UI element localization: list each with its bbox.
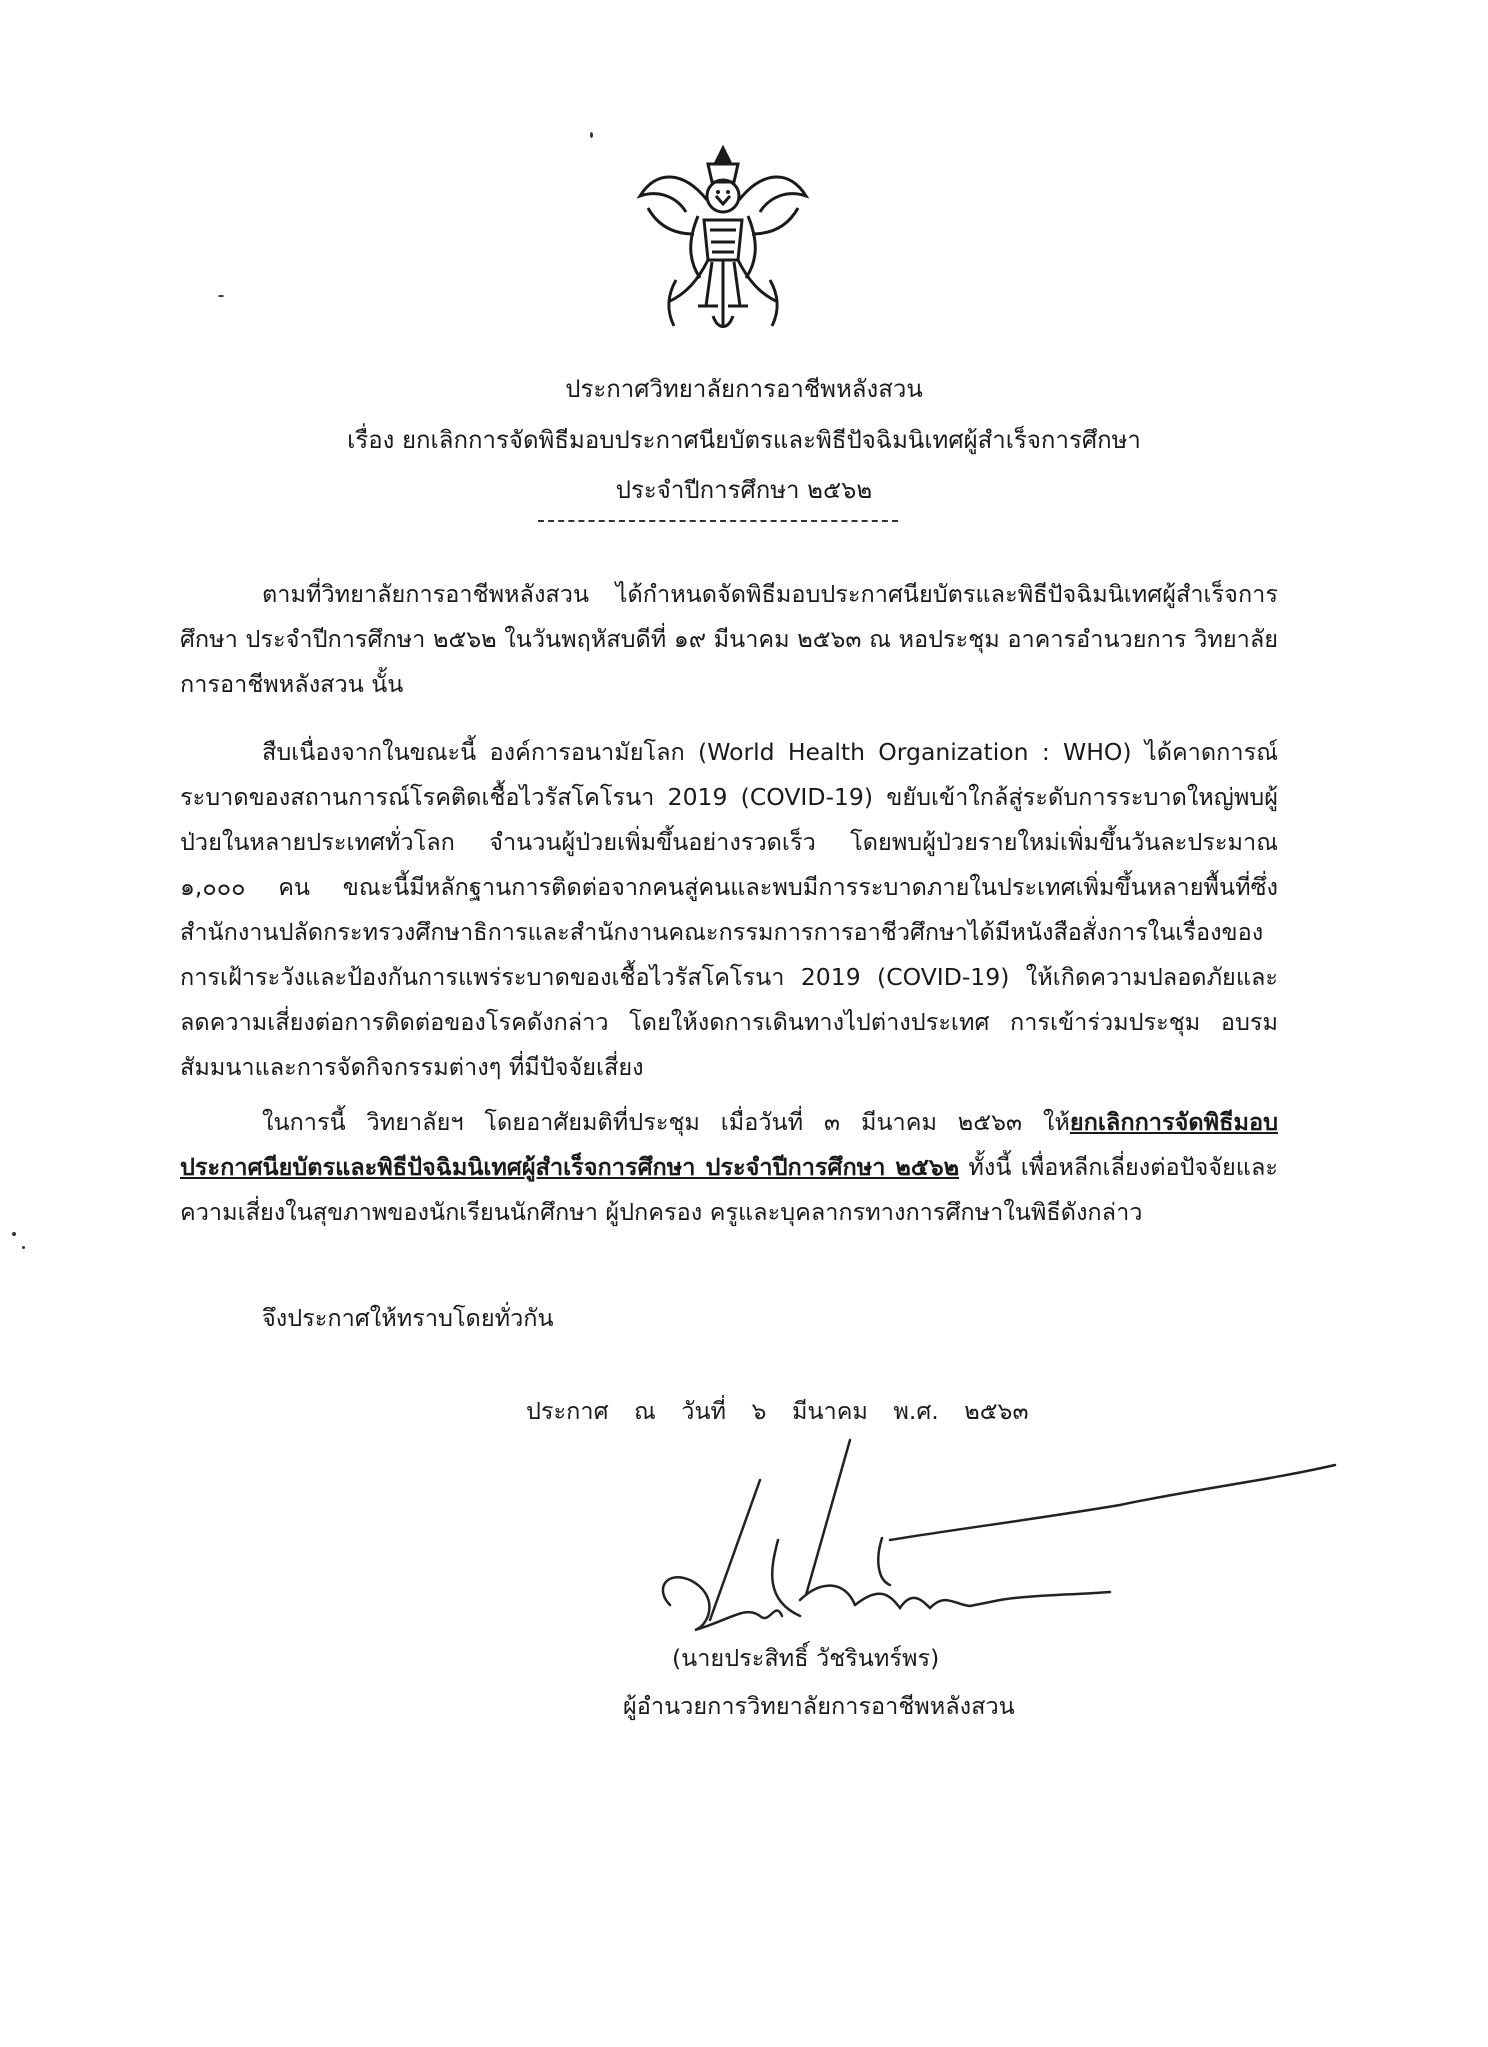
garuda-emblem-icon xyxy=(628,130,818,340)
scan-speck xyxy=(218,295,224,297)
month-value: มีนาคม xyxy=(791,1397,868,1425)
cancellation-emphasis: ยกเลิกการจัดพิธีมอบประกาศนียบัตรและพิธีปัจฉิมนิเทศผู้สำเร็จการศึกษา ประจำปีการศึกษา ๒๕๖๒ xyxy=(180,1108,1278,1181)
era-label: พ.ศ. xyxy=(893,1397,939,1425)
year-value: ๒๕๖๓ xyxy=(964,1397,1029,1425)
cancellation-intro: ในการนี้ วิทยาลัยฯ โดยอาศัยมติที่ประชุม เมื่อวันที่ ๓ มีนาคม ๒๕๖๓ ให้ xyxy=(262,1108,1070,1136)
announce-label: ประกาศ xyxy=(526,1397,609,1425)
academic-year-line: ประจำปีการศึกษา ๒๕๖๒ xyxy=(615,476,873,504)
paragraph-covid-context xyxy=(180,730,1278,1090)
cancellation-reason: ทั้งนี้ เพื่อหลีกเลี่ยงต่อปัจจัยและความเสี่ยงในสุขภาพของนักเรียนนักศึกษา ผู้ปกครอง ครูและบุคลากรทางการศึกษาในพิธีดังกล่าว xyxy=(180,1153,1278,1226)
heading-divider xyxy=(538,520,898,522)
paragraph-text xyxy=(180,1100,1278,1235)
announce-at: ณ xyxy=(634,1397,656,1425)
signer-name: (นายประสิทธิ์ วัชรินทร์พร) xyxy=(672,1644,940,1672)
paragraph-cancellation xyxy=(180,1100,1278,1235)
day-label: วันที่ xyxy=(681,1397,727,1425)
closing-statement: จึงประกาศให้ทราบโดยทั่วกัน xyxy=(262,1304,554,1332)
scan-speck xyxy=(12,1232,16,1236)
day-value: ๖ xyxy=(751,1397,767,1425)
handwritten-signature xyxy=(650,1420,1350,1650)
announcement-title: ประกาศวิทยาลัยการอาชีพหลังสวน xyxy=(565,375,923,403)
paragraph-text: สืบเนื่องจากในขณะนี้ องค์การอนามัยโลก (World Health Organization : WHO) ได้คาดการณ์ระบาดของสถานการณ์โรคติดเชื้อไวรัสโคโรนา 2019 (COVID-19) ขยับเข้าใกล้สู่ระดับการระบาดใหญ่พบผู้ป่วยในหลายประเทศทั่วโลก จำนวนผู้ป่วยเพิ่มขึ้นอย่างรวดเร็ว โดยพบผู้ป่วยรายใหม่เพิ่มขึ้นวันละประมาณ ๑,๐๐๐ คน ขณะนี้มีหลักฐานการติดต่อจากคนสู่คนและพบมีการระบาดภายในประเทศเพิ่มขึ้นหลายพื้นที่ซึ่งสำนักงานปลัดกระทรวงศึกษาธิการและสำนักงานคณะกรรมการการอาชีวศึกษาได้มีหนังสือสั่งการในเรื่องของการเฝ้าระวังและป้องกันการแพร่ระบาดของเชื้อไวรัสโคโรนา 2019 (COVID-19) ให้เกิดความปลอดภัยและลดความเสี่ยงต่อการติดต่อของโรคดังกล่าว โดยให้งดการเดินทางไปต่างประเทศ การเข้าร่วมประชุม อบรม สัมมนาและการจัดกิจกรรมต่างๆ ที่มีปัจจัยเสี่ยง xyxy=(180,738,1278,1081)
paragraph-background xyxy=(180,572,1278,707)
announcement-subject: เรื่อง ยกเลิกการจัดพิธีมอบประกาศนียบัตรและพิธีปัจฉิมนิเทศผู้สำเร็จการศึกษา xyxy=(347,426,1141,454)
scan-speck xyxy=(590,132,593,138)
paragraph-text: ตามที่วิทยาลัยการอาชีพหลังสวน ได้กำหนดจัดพิธีมอบประกาศนียบัตรและพิธีปัจฉิมนิเทศผู้สำเร็จการศึกษา ประจำปีการศึกษา ๒๕๖๒ ในวันพฤหัสบดีที่ ๑๙ มีนาคม ๒๕๖๓ ณ หอประชุม อาคารอำนวยการ วิทยาลัยการอาชีพหลังสวน นั้น xyxy=(180,580,1278,698)
signer-position: ผู้อำนวยการวิทยาลัยการอาชีพหลังสวน xyxy=(623,1692,1015,1720)
scan-speck xyxy=(22,1246,25,1249)
